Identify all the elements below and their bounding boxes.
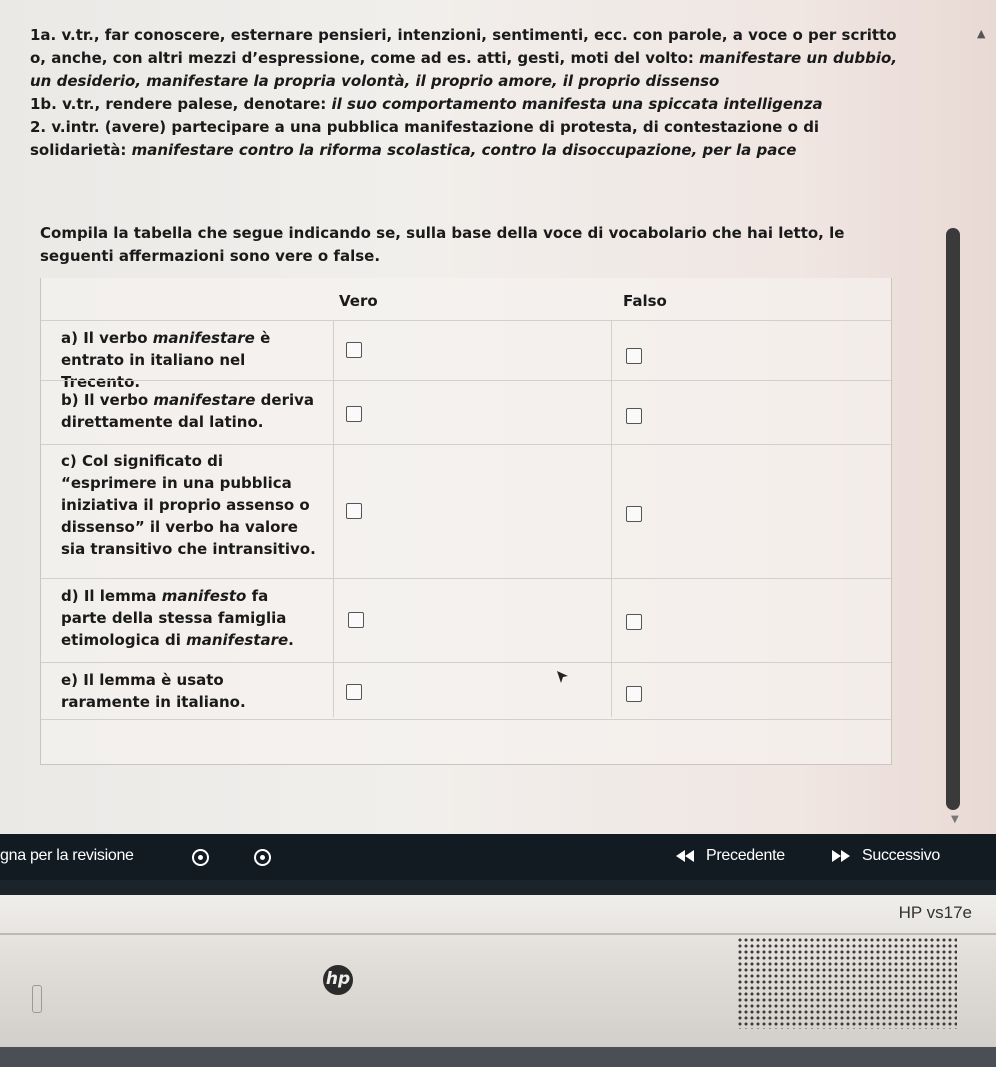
mouse-cursor-icon — [557, 671, 569, 685]
monitor-stand-shadow — [0, 1047, 996, 1067]
definition-1a: 1a. v.tr., far conoscere, esternare pensieri, intenzioni, sentimenti, ecc. con parole, a voce o per scritto o, anche, con altri mezzi d’espressione, come ad es. atti, gesti, moti del volto: manifestare un dubbio, un desiderio, manifestare la propria volontà, il proprio amore, il proprio dissenso — [30, 26, 898, 90]
monitor-bezel — [0, 895, 996, 1067]
table-row — [41, 578, 891, 663]
scrollbar[interactable] — [946, 228, 960, 810]
table-row — [41, 320, 891, 391]
screen-edge — [0, 880, 996, 895]
speaker-grille — [737, 937, 957, 1029]
bezel-divider — [0, 933, 996, 935]
previous-icon[interactable] — [676, 850, 694, 862]
statement-a: a) Il verbo manifestare è entrato in italiano nel Trecento. — [61, 329, 271, 391]
scroll-up-arrow-icon[interactable]: ▲ — [977, 27, 986, 40]
falso-checkbox-d[interactable] — [626, 614, 642, 630]
statement-d: d) Il lemma manifesto fa parte della stessa famiglia etimologica di manifestare. — [61, 587, 294, 649]
mark-for-review-label[interactable]: gna per la revisione — [0, 847, 134, 864]
next-icon[interactable] — [832, 850, 850, 862]
statement-e: e) Il lemma è usato raramente in italiano. — [61, 671, 246, 711]
definition-1b: 1b. v.tr., rendere palese, denotare: il suo comportamento manifesta una spiccata intelligenza — [30, 95, 823, 113]
table-row — [41, 444, 891, 579]
falso-checkbox-a[interactable] — [626, 348, 642, 364]
monitor-model-label: HP vs17e — [898, 903, 972, 922]
dictionary-entry — [30, 24, 910, 162]
hp-logo-icon: hp — [323, 965, 353, 995]
falso-checkbox-b[interactable] — [626, 408, 642, 424]
vero-checkbox-b[interactable] — [346, 406, 362, 422]
review-toggle-icon[interactable] — [192, 849, 209, 866]
previous-button[interactable]: Precedente — [706, 847, 785, 864]
column-header-vero: Vero — [339, 292, 378, 310]
instructions-text: Compila la tabella che segue indicando se, sulla base della voce di vocabolario che hai letto, le seguenti affermazioni sono vere o false. — [40, 224, 845, 265]
review-toggle-icon[interactable] — [254, 849, 271, 866]
true-false-table — [40, 278, 892, 765]
vero-checkbox-c[interactable] — [346, 503, 362, 519]
power-button-icon[interactable] — [32, 985, 42, 1013]
table-row — [41, 380, 891, 445]
navigation-bar — [0, 834, 996, 880]
statement-c: c) Col significato di “esprimere in una pubblica iniziativa il proprio assenso o dissenso” il verbo ha valore sia transitivo che intransitivo. — [61, 452, 316, 558]
scroll-down-arrow-icon[interactable]: ▼ — [951, 814, 959, 825]
column-header-falso: Falso — [623, 292, 667, 310]
falso-checkbox-c[interactable] — [626, 506, 642, 522]
falso-checkbox-e[interactable] — [626, 686, 642, 702]
next-button[interactable]: Successivo — [862, 847, 940, 864]
definition-2: 2. v.intr. (avere) partecipare a una pubblica manifestazione di protesta, di contestazione o di solidarietà: manifestare contro la riforma scolastica, contro la disoccupazione, per la pace — [30, 118, 820, 159]
statement-b: b) Il verbo manifestare deriva direttamente dal latino. — [61, 391, 315, 431]
vero-checkbox-a[interactable] — [346, 342, 362, 358]
vero-checkbox-e[interactable] — [346, 684, 362, 700]
table-row — [41, 662, 891, 720]
vero-checkbox-d[interactable] — [348, 612, 364, 628]
